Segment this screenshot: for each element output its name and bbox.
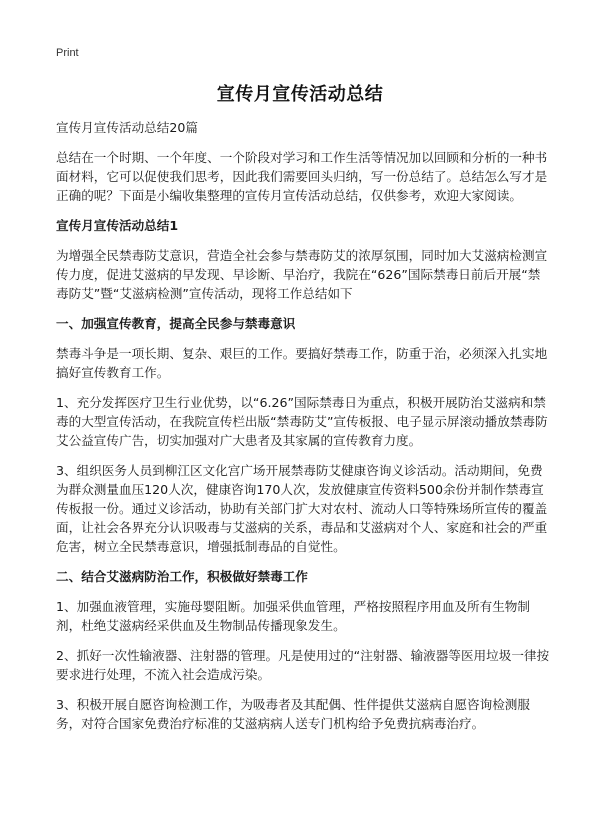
paragraph: 禁毒斗争是一项长期、复杂、艰巨的工作。要搞好禁毒工作，防重于治，必须深入扎实地搞好宣传教育工作。 [56, 346, 548, 380]
paragraph: 3、积极开展自愿咨询检测工作，为吸毒者及其配偶、性伴提供艾滋病自愿咨询检测服务，对符合国家免费治疗标准的艾滋病病人送专门机构给予免费抗病毒治疗。 [56, 697, 530, 731]
intro-paragraph: 总结在一个时期、一个年度、一个阶段对学习和工作生活等情况加以回顾和分析的一种书面材料，它可以促使我们思考，因此我们需要回头归纳，写一份总结了。总结怎么写才是正确的呢？下面是小编收集整理的宣传月宣传活动总结，仅供参考，欢迎大家阅读。 [56, 150, 548, 203]
print-label[interactable]: Print [56, 47, 79, 59]
section-title: 宣传月宣传活动总结1 [56, 218, 179, 233]
paragraph: 1、加强血液管理，实施母婴阻断。加强采供血管理，严格按照程序用血及所有生物制剂，杜绝艾滋病经采供血及生物制品传播现象发生。 [56, 599, 530, 633]
heading-two: 二、结合艾滋病防治工作，积极做好禁毒工作 [56, 569, 308, 584]
heading-one: 一、加强宣传教育，提高全民参与禁毒意识 [56, 316, 296, 331]
paragraph: 1、充分发挥医疗卫生行业优势，以“6.26”国际禁毒日为重点，积极开展防治艾滋病和禁毒的大型宣传活动，在我院宣传栏出版“禁毒防艾”宣传板报、电子显示屏滚动播放禁毒防艾公益宣传广告，切实加强对广大患者及其家属的宣传教育力度。 [56, 395, 548, 448]
section-intro-paragraph: 为增强全民禁毒防艾意识，营造全社会参与禁毒防艾的浓厚氛围，同时加大艾滋病检测宣传力度，促进艾滋病的早发现、早诊断、早治疗，我院在“626”国际禁毒日前后开展“禁毒防艾”暨“艾滋病检测”宣传活动，现将工作总结如下 [56, 248, 548, 301]
subtitle: 宣传月宣传活动总结20篇 [56, 120, 198, 135]
document-body [56, 118, 552, 744]
document-title: 宣传月宣传活动总结 [216, 84, 384, 105]
paragraph: 3、组织医务人员到柳江区文化宫广场开展禁毒防艾健康咨询义诊活动。活动期间，免费为群众测量血压120人次，健康咨询170人次，发放健康宣传资料500余份并制作禁毒宣传板报一份。通过义诊活动，协助有关部门扩大对农村、流动人口等特殊场所宣传的覆盖面，让社会各界充分认识吸毒与艾滋病的关系，毒品和艾滋病对个人、家庭和社会的严重危害，树立全民禁毒意识，增强抵制毒品的自觉性。 [56, 463, 548, 554]
paragraph: 2、抓好一次性输液器、注射器的管理。凡是使用过的“注射器、输液器等医用垃圾一律按要求进行处理，不流入社会造成污染。 [56, 648, 550, 682]
